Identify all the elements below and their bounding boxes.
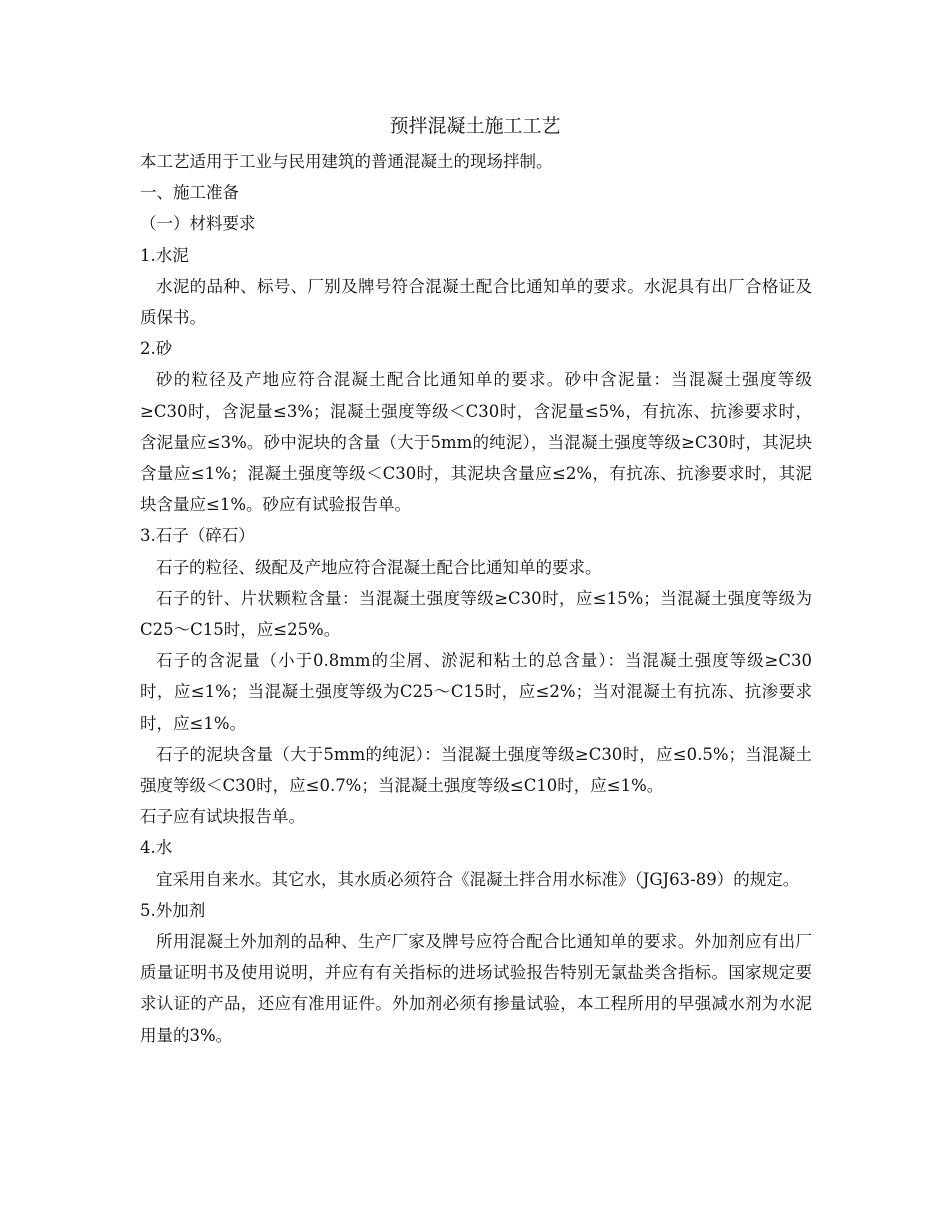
subsection-heading: （一）材料要求 [140, 214, 256, 234]
paragraph-sand: 砂的粒径及产地应符合混凝土配合比通知单的要求。砂中含泥量：当混凝土强度等级≥C30时，含泥量≤3%；混凝土强度等级＜C30时，含泥量≤5%，有抗冻、抗渗要求时，含泥量应≤3%。砂中泥块的含量（大于5mm的纯泥），当混凝土强度等级≥C30时，其泥块含量应≤1%；混凝土强度等级＜C30时，其泥块含量应≤2%，有抗冻、抗渗要求时，其泥块含量应≤1%。砂应有试验报告单。 [140, 370, 812, 515]
paragraph-stone-flaky: 石子的针、片状颗粒含量：当混凝土强度等级≥C30时，应≤15%；当混凝土强度等级为C25～C15时，应≤25%。 [140, 588, 812, 640]
document-title: 预拌混凝土施工工艺 [389, 115, 561, 137]
item-heading-sand: 2.砂 [140, 339, 173, 359]
item-heading-cement: 1.水泥 [140, 245, 189, 265]
document-body [140, 146, 812, 1051]
paragraph-stone-report: 石子应有试块报告单。 [140, 807, 305, 827]
paragraph-stone-lumps: 石子的泥块含量（大于5mm的纯泥）：当混凝土强度等级≥C30时，应≤0.5%；当混凝土强度等级＜C30时，应≤0.7%；当混凝土强度等级≤C10时，应≤1%。 [140, 744, 812, 796]
section-heading: 一、施工准备 [140, 183, 239, 203]
paragraph-water: 宜采用自来水。其它水，其水质必须符合《混凝土拌合用水标准》（JGJ63-89）的规定。 [156, 869, 800, 889]
item-heading-water: 4.水 [140, 838, 173, 858]
intro-paragraph: 本工艺适用于工业与民用建筑的普通混凝土的现场拌制。 [140, 152, 553, 171]
paragraph-cement: 水泥的品种、标号、厂别及牌号符合混凝土配合比通知单的要求。水泥具有出厂合格证及质保书。 [140, 276, 812, 328]
item-heading-admixture: 5.外加剂 [140, 900, 206, 920]
paragraph-admixture: 所用混凝土外加剂的品种、生产厂家及牌号应符合配合比通知单的要求。外加剂应有出厂质量证明书及使用说明，并应有有关指标的进场试验报告特别无氯盐类含指标。国家规定要求认证的产品，还应有准用证件。外加剂必须有掺量试验，本工程所用的早强减水剂为水泥用量的3%。 [140, 932, 812, 1045]
item-heading-stone: 3.石子（碎石） [140, 526, 255, 546]
paragraph-stone-size: 石子的粒径、级配及产地应符合混凝土配合比通知单的要求。 [156, 557, 602, 577]
paragraph-stone-mud: 石子的含泥量（小于0.8mm的尘屑、淤泥和粘土的总含量）：当混凝土强度等级≥C30时，应≤1%；当混凝土强度等级为C25～C15时，应≤2%；当对混凝土有抗冻、抗渗要求时，应≤1%。 [140, 651, 812, 733]
